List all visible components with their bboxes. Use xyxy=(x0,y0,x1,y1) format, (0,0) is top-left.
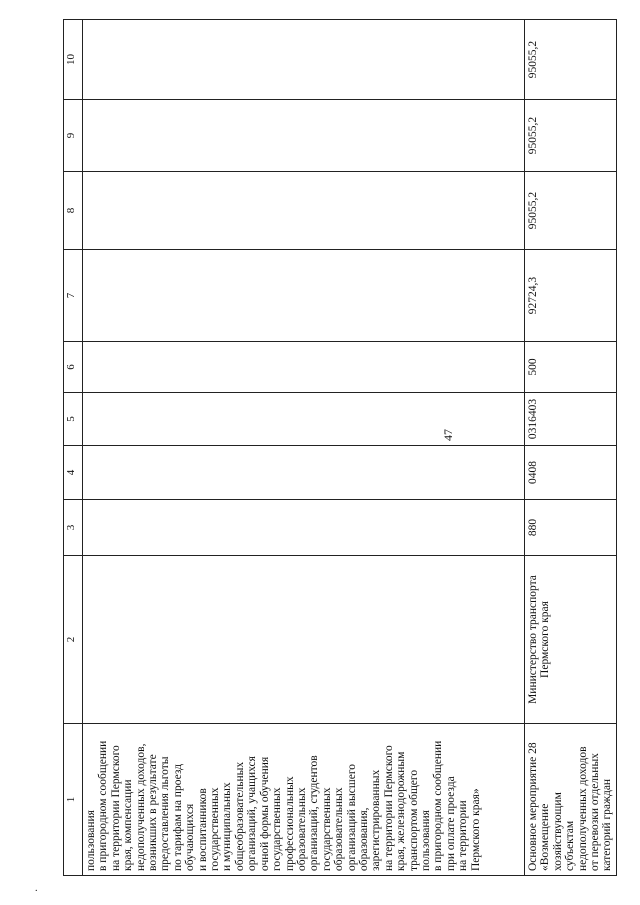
column-header: 7 xyxy=(64,250,83,342)
budget-table xyxy=(63,19,617,876)
table-row xyxy=(525,20,617,876)
empty-cell xyxy=(83,446,525,500)
column-header: 1 xyxy=(64,724,83,876)
margin-mark: . xyxy=(35,883,38,894)
measure-title-cell: Основное мероприятие 28 «Возмещение хозяйствующим субъектам недополученных доходов от перевозки отдельных категорий граждан xyxy=(525,724,617,876)
column-header: 4 xyxy=(64,446,83,500)
section-code-cell: 0408 xyxy=(525,446,617,500)
empty-cell xyxy=(83,342,525,393)
table-row xyxy=(83,20,525,876)
column-header: 8 xyxy=(64,172,83,250)
empty-cell xyxy=(83,250,525,342)
empty-cell xyxy=(83,500,525,556)
amount-cell: 95055,2 xyxy=(525,172,617,250)
measure-description-cell: пользования в пригородном сообщении на территории Пермского края, компенсации недополученных доходов, возникших в результате предоставления льготы по тарифам на проезд обучающихся и воспитанников государственных и муниципальных общеобразовательных организаций, учащихся очной формы обучения государственных профессиональных образовательных организаций, студентов государственных образовательных организаций высшего образования, зарегистрированных на территории Пермского края, железнодорожным транспортом общего пользования в пригородном сообщении при оплате проезда на территории Пермского края» xyxy=(83,724,525,876)
executor-cell: Министерство транспорта Пермского края xyxy=(525,556,617,724)
table-header-row xyxy=(64,20,83,876)
empty-cell xyxy=(83,393,525,446)
column-header: 10 xyxy=(64,20,83,100)
amount-cell: 95055,2 xyxy=(525,20,617,100)
amount-cell: 92724,3 xyxy=(525,250,617,342)
target-article-cell: 0316403 xyxy=(525,393,617,446)
column-header: 2 xyxy=(64,556,83,724)
empty-cell xyxy=(83,556,525,724)
column-header: 5 xyxy=(64,393,83,446)
expense-type-cell: 500 xyxy=(525,342,617,393)
grbs-code-cell: 880 xyxy=(525,500,617,556)
column-header: 3 xyxy=(64,500,83,556)
empty-cell xyxy=(83,100,525,172)
column-header: 9 xyxy=(64,100,83,172)
page-number: 47 xyxy=(441,429,455,441)
amount-cell: 95055,2 xyxy=(525,100,617,172)
column-header: 6 xyxy=(64,342,83,393)
empty-cell xyxy=(83,172,525,250)
empty-cell xyxy=(83,20,525,100)
